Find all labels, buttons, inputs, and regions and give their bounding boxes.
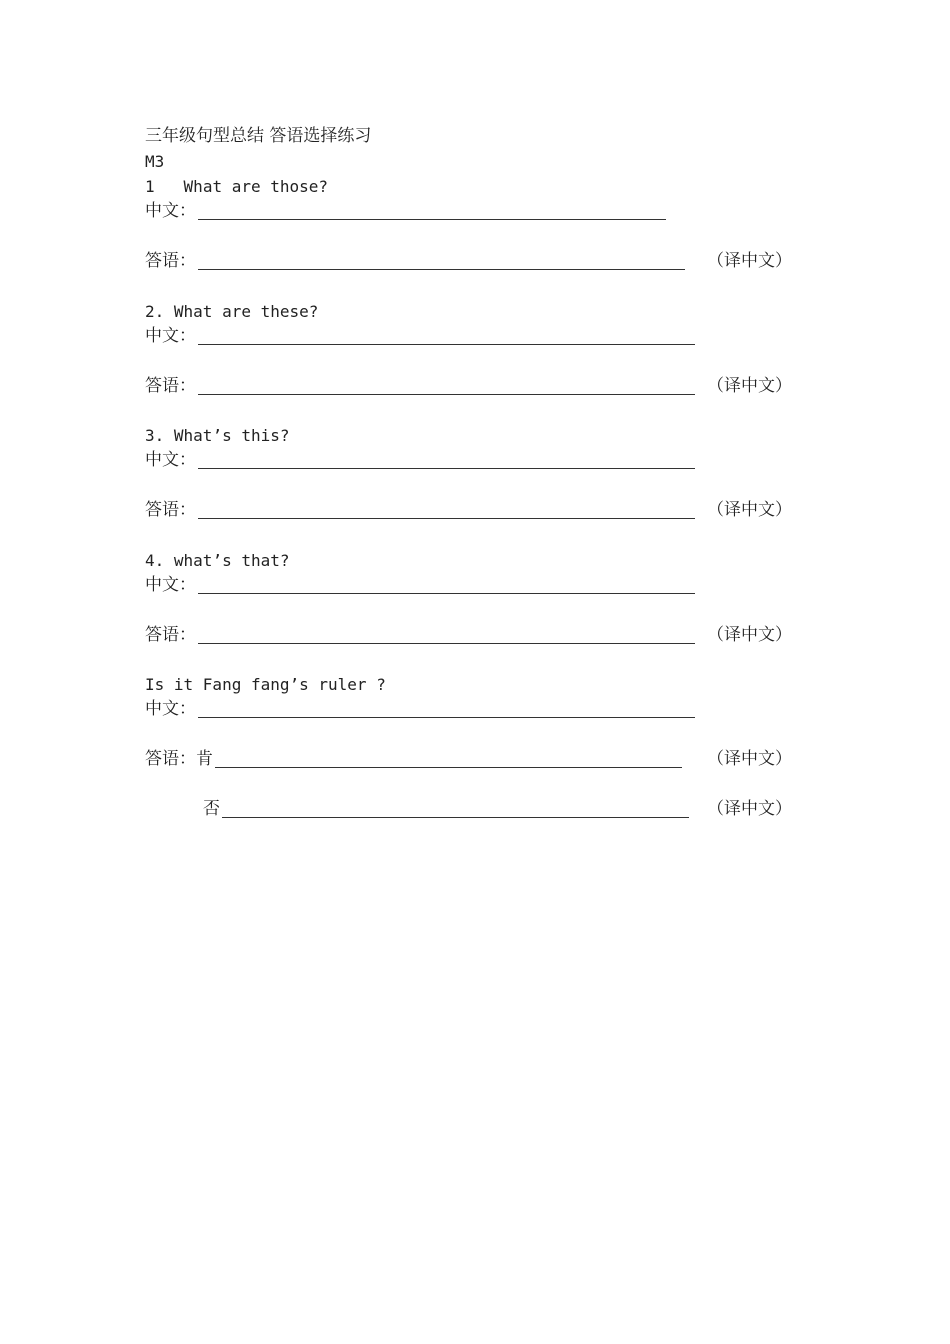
no-label: 否 (203, 799, 220, 819)
question-2-answer-row (145, 374, 695, 399)
yes-answer-blank[interactable] (215, 749, 682, 768)
module-label: M3 (145, 152, 165, 171)
question-text: What are those? (183, 177, 329, 196)
question-text: Is it Fang fang’s ruler ? (145, 675, 386, 694)
question-5-yes-answer-row (145, 747, 682, 772)
answer-blank[interactable] (198, 625, 695, 644)
question-text: What are these? (173, 302, 319, 321)
chinese-label: 中文： (145, 575, 196, 595)
translate-note: （译中文） (707, 625, 792, 645)
question-5-no-answer-row (203, 797, 689, 822)
question-1-answer-row (145, 249, 685, 274)
question-3 (145, 423, 290, 448)
chinese-blank[interactable] (198, 326, 695, 345)
chinese-label: 中文： (145, 326, 196, 346)
question-4-answer-row (145, 623, 695, 648)
chinese-blank[interactable] (198, 450, 695, 469)
translate-note: （译中文） (707, 251, 792, 271)
answer-label: 答语： (145, 749, 196, 769)
question-2 (145, 299, 318, 324)
question-1-chinese-row (145, 199, 666, 224)
yes-label: 肯 (196, 749, 213, 769)
no-answer-blank[interactable] (222, 799, 689, 818)
question-3-chinese-row (145, 448, 695, 473)
translate-note: （译中文） (707, 500, 792, 520)
question-5 (145, 672, 386, 697)
question-4 (145, 548, 290, 573)
chinese-label: 中文： (145, 450, 196, 470)
question-5-chinese-row (145, 697, 695, 722)
question-number: 2. (145, 302, 165, 321)
answer-label: 答语： (145, 500, 196, 520)
answer-blank[interactable] (198, 376, 695, 395)
question-3-answer-row (145, 498, 695, 523)
worksheet-title: 三年级句型总结 答语选择练习 (145, 126, 372, 146)
answer-label: 答语： (145, 625, 196, 645)
answer-label: 答语： (145, 376, 196, 396)
question-number: 4. (145, 551, 165, 570)
question-number: 3. (145, 426, 165, 445)
answer-blank[interactable] (198, 251, 685, 270)
answer-blank[interactable] (198, 500, 695, 519)
question-4-chinese-row (145, 573, 695, 598)
question-1 (145, 174, 328, 199)
chinese-blank[interactable] (198, 699, 695, 718)
translate-note: （译中文） (707, 749, 792, 769)
translate-note: （译中文） (707, 376, 792, 396)
question-text: What’s this? (173, 426, 290, 445)
question-text: what’s that? (173, 551, 290, 570)
chinese-blank[interactable] (198, 201, 666, 220)
chinese-label: 中文： (145, 201, 196, 221)
question-number: 1 (145, 177, 155, 196)
answer-label: 答语： (145, 251, 196, 271)
translate-note: （译中文） (707, 799, 792, 819)
chinese-blank[interactable] (198, 575, 695, 594)
chinese-label: 中文： (145, 699, 196, 719)
question-2-chinese-row (145, 324, 695, 349)
